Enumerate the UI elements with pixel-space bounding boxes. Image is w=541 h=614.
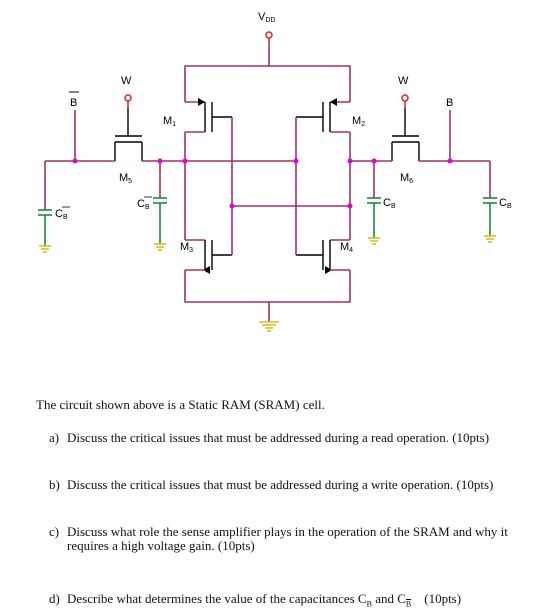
label-cb-bar-outer: CB — [55, 208, 68, 221]
left-node-wires — [185, 117, 232, 255]
ground-symbol — [259, 322, 279, 331]
label-m1: M1 — [163, 115, 177, 128]
label-m3: M3 — [180, 241, 194, 254]
transistor-m1 — [185, 98, 232, 132]
vdd-rail — [185, 45, 350, 102]
label-b-bar: B — [70, 97, 78, 109]
capacitor-cb-bar-outer — [38, 161, 52, 252]
question-b — [49, 478, 531, 492]
right-bitline-wires — [350, 110, 490, 161]
cross-coupling-wires — [185, 161, 350, 206]
label-m6: M6 — [400, 172, 414, 185]
question-letter: b) — [49, 477, 60, 492]
transistor-m3 — [185, 240, 232, 274]
question-letter: d) — [49, 591, 60, 606]
label-w-left: W — [121, 75, 132, 87]
label-cb-bar-inner: CB — [137, 198, 150, 211]
question-letter: a) — [49, 430, 60, 445]
label-b: B — [446, 97, 454, 109]
label-cb-outer: CB — [499, 197, 512, 210]
question-body: Discuss what role the sense amplifier plays in the operation of the SRAM and why it requires a high voltage gain. (10pts) — [67, 524, 508, 553]
label-m5: M5 — [119, 172, 133, 185]
question-d — [49, 592, 531, 612]
transistor-m2 — [296, 98, 350, 132]
wordline-pin-left — [125, 95, 131, 101]
ground-rail — [185, 270, 350, 322]
right-node-wires — [296, 117, 350, 255]
wordline-pin-right — [402, 95, 408, 101]
label-w-right: W — [398, 75, 409, 87]
question-body: Discuss the critical issues that must be addressed during a read operation. (10pts) — [67, 430, 490, 445]
label-cb-inner: CB — [383, 197, 396, 210]
transistor-m6 — [392, 108, 419, 161]
question-body: Discuss the critical issues that must be addressed during a write operation. (10pts) — [67, 477, 494, 492]
transistor-m5 — [115, 108, 142, 161]
capacitor-cb-bar-inner — [153, 161, 167, 250]
capacitor-cb-outer — [483, 161, 497, 242]
question-c — [49, 525, 531, 553]
label-m4: M4 — [340, 241, 354, 254]
vdd-pin — [266, 32, 272, 38]
question-letter: c) — [49, 524, 60, 539]
vdd-label: VDD — [258, 11, 276, 24]
question-body: Describe what determines the value of the capacitances $C_B$ and $C_{\overline{B}}$ (10pts) — [67, 591, 462, 609]
intro-text: The circuit shown above is a Static RAM (SRAM) cell. — [36, 397, 325, 412]
capacitor-cb-inner — [367, 161, 381, 244]
question-a — [49, 431, 531, 445]
label-m2: M2 — [352, 115, 366, 128]
